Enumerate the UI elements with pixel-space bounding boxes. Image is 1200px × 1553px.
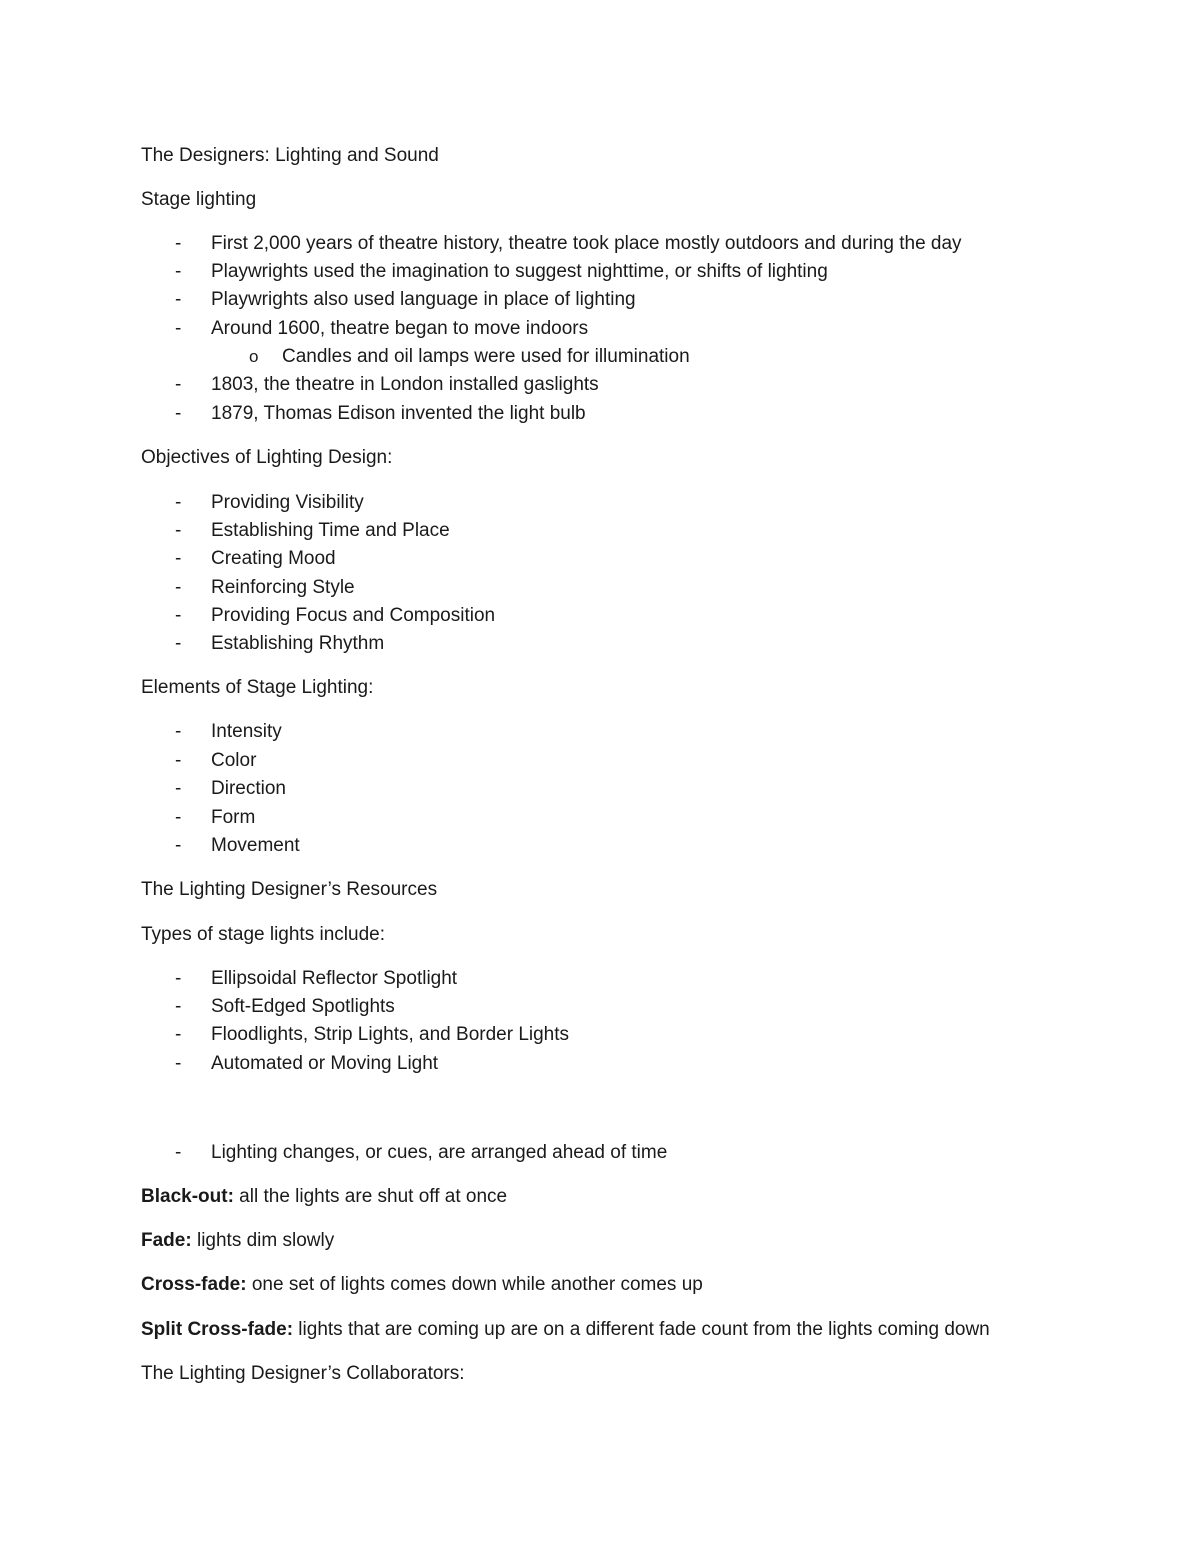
dash-bullet: - [175, 750, 182, 771]
dash-bullet: - [175, 968, 182, 989]
list-item-text: Movement [211, 835, 300, 856]
section-heading-elements: Elements of Stage Lighting: [141, 677, 374, 698]
list-item-text: Floodlights, Strip Lights, and Border Lights [211, 1024, 570, 1045]
list-item-text: Creating Mood [211, 548, 336, 569]
list-item-text: 1803, the theatre in London installed gaslights [211, 374, 599, 395]
definition-term: Split Cross-fade: [141, 1319, 294, 1340]
dash-bullet: - [175, 807, 182, 828]
list-item-text: Ellipsoidal Reflector Spotlight [211, 968, 458, 989]
dash-bullet: - [175, 778, 182, 799]
list-item-text: Lighting changes, or cues, are arranged ahead of time [211, 1142, 668, 1163]
list-item-text: Soft-Edged Spotlights [211, 996, 395, 1017]
list-item-text: Color [211, 750, 257, 771]
list-item-text: 1879, Thomas Edison invented the light bulb [211, 403, 586, 424]
definition-text: one set of lights comes down while another comes up [246, 1274, 703, 1295]
dash-bullet: - [175, 633, 182, 654]
dash-bullet: - [175, 1024, 182, 1045]
document-title: The Designers: Lighting and Sound [141, 145, 439, 166]
definition-fade [141, 1229, 334, 1253]
list-item-text: Providing Visibility [211, 492, 364, 513]
definition-text: all the lights are shut off at once [233, 1186, 508, 1207]
dash-bullet: - [175, 548, 182, 569]
dash-bullet: - [175, 261, 182, 282]
list-item-text: Intensity [211, 721, 282, 742]
dash-bullet: - [175, 318, 182, 339]
list-item-text: Establishing Rhythm [211, 633, 385, 654]
dash-bullet: - [175, 1053, 182, 1074]
definition-cross-fade [141, 1273, 703, 1297]
dash-bullet: - [175, 577, 182, 598]
list-item-text: Playwrights also used language in place of lighting [211, 289, 636, 310]
definition-text: lights dim slowly [191, 1230, 335, 1251]
list-item-text: Around 1600, theatre began to move indoors [211, 318, 589, 339]
dash-bullet: - [175, 520, 182, 541]
list-item-text: Reinforcing Style [211, 577, 355, 598]
dash-bullet: - [175, 492, 182, 513]
section-heading-resources: The Lighting Designer’s Resources [141, 879, 438, 900]
definition-term: Black-out: [141, 1186, 234, 1207]
dash-bullet: - [175, 1142, 182, 1163]
section-heading-stage-lighting: Stage lighting [141, 189, 257, 210]
list-item-text: Direction [211, 778, 286, 799]
dash-bullet: - [175, 721, 182, 742]
circle-bullet: o [249, 347, 259, 366]
definition-split-cross-fade [141, 1318, 990, 1342]
dash-bullet: - [175, 605, 182, 626]
sub-list-item-text: Candles and oil lamps were used for illumination [282, 346, 690, 367]
definition-term: Cross-fade: [141, 1274, 247, 1295]
list-item-text: Providing Focus and Composition [211, 605, 496, 626]
list-item-text: First 2,000 years of theatre history, theatre took place mostly outdoors and during the day [211, 233, 962, 254]
list-item-text: Establishing Time and Place [211, 520, 450, 541]
dash-bullet: - [175, 403, 182, 424]
definition-text: lights that are coming up are on a different fade count from the lights coming down [293, 1319, 990, 1340]
definition-term: Fade: [141, 1230, 192, 1251]
section-heading-types: Types of stage lights include: [141, 924, 385, 945]
section-heading-collaborators: The Lighting Designer’s Collaborators: [141, 1363, 465, 1384]
definition-black-out [141, 1185, 507, 1209]
list-item-text: Playwrights used the imagination to suggest nighttime, or shifts of lighting [211, 261, 828, 282]
list-item-text: Form [211, 807, 256, 828]
dash-bullet: - [175, 835, 182, 856]
dash-bullet: - [175, 233, 182, 254]
dash-bullet: - [175, 374, 182, 395]
list-item-text: Automated or Moving Light [211, 1053, 439, 1074]
dash-bullet: - [175, 289, 182, 310]
section-heading-objectives: Objectives of Lighting Design: [141, 447, 393, 468]
dash-bullet: - [175, 996, 182, 1017]
